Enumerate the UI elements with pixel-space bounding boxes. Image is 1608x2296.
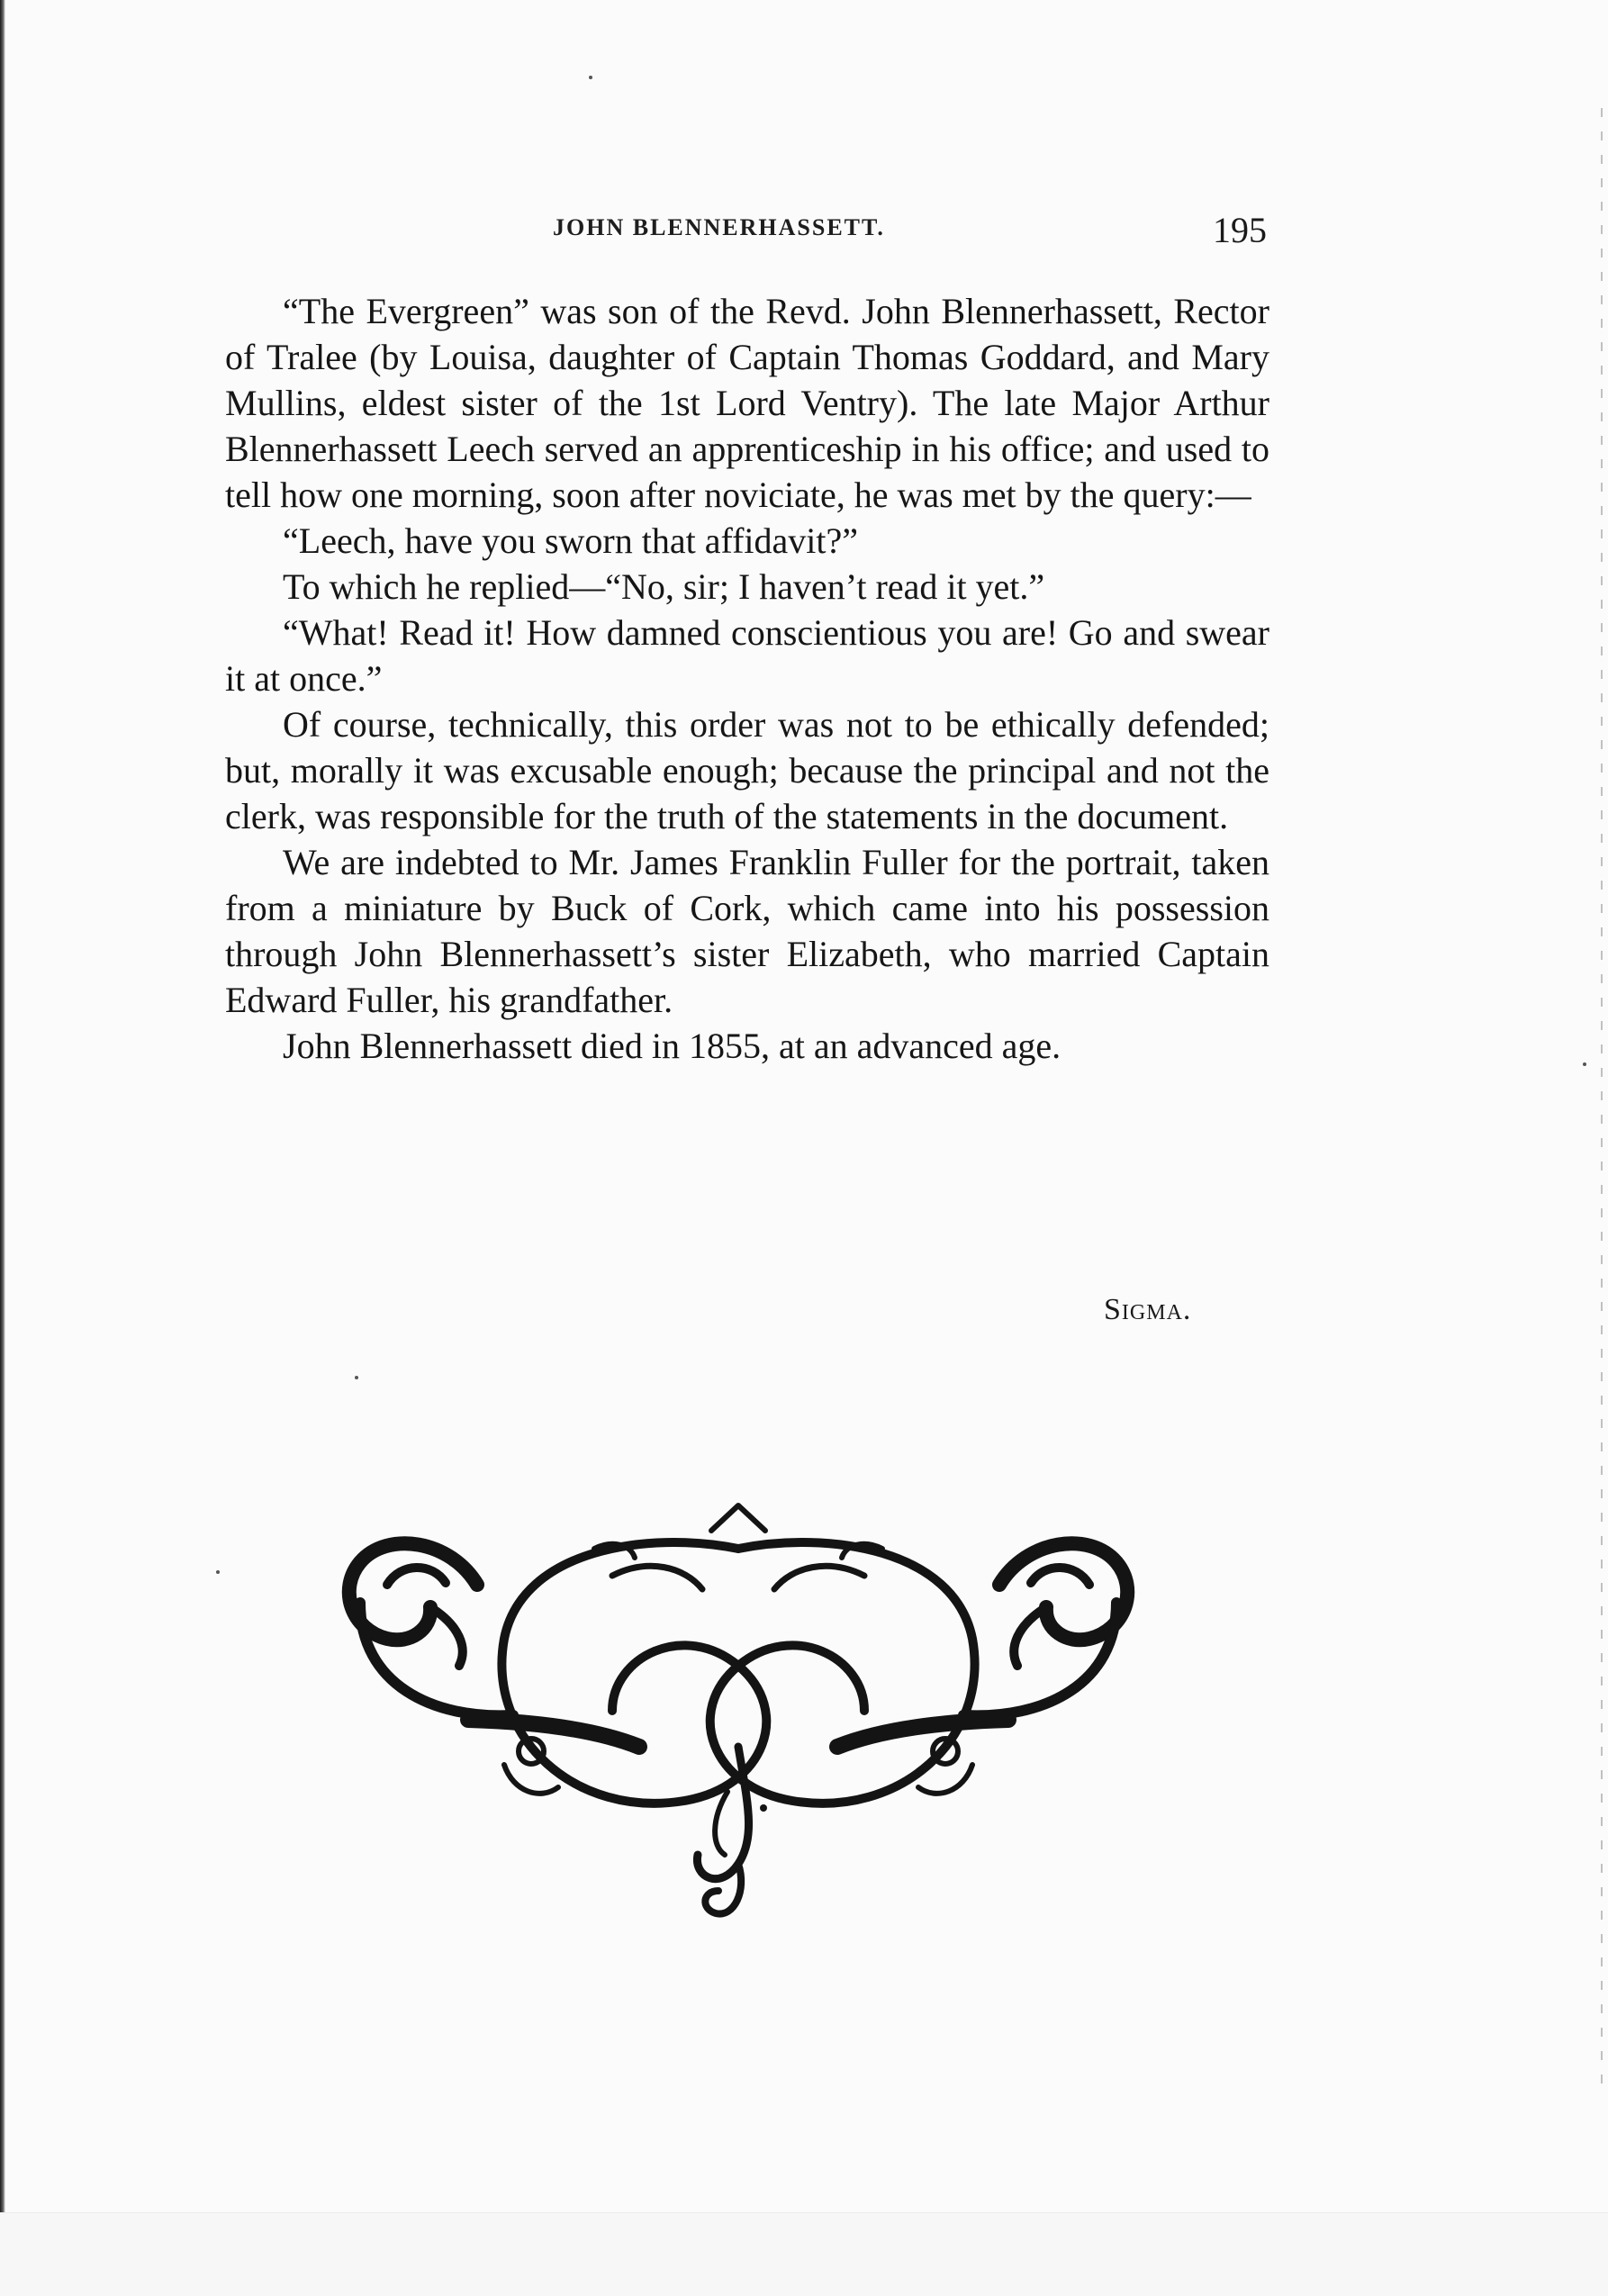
- flourish-ornament-icon: [324, 1477, 1152, 1945]
- paragraph: “The Evergreen” was son of the Revd. John Blennerhassett, Rector of Tralee (by Louisa, daughter of Captain Thomas Goddard, and Mary Mullins, eldest sister of the 1st Lord Ventry). The late Major Arthur Blennerhassett Leech served an apprenticeship in his office; and used to tell how one morning, soon after noviciate, he was met by the query:—: [225, 291, 1269, 515]
- body-text: [225, 288, 1269, 1069]
- paragraph: To which he replied—“No, sir; I haven’t read it yet.”: [283, 566, 1045, 607]
- paragraph: “Leech, have you sworn that affidavit?”: [283, 520, 858, 561]
- right-edge-shadow: [1601, 108, 1603, 2089]
- paper-speck: [589, 76, 592, 79]
- running-title: JOHN BLENNERHASSETT.: [553, 214, 885, 240]
- paragraph: John Blennerhassett died in 1855, at an advanced age.: [283, 1026, 1061, 1066]
- binding-edge: [0, 0, 5, 2296]
- scan-bottom-margin: [0, 2212, 1608, 2296]
- paragraph: Of course, technically, this order was not to be ethically defended; but, morally it was excusable enough; because the principal and not the clerk, was responsible for the truth of the statements in the document.: [225, 704, 1269, 836]
- signature: Sigma.: [1104, 1293, 1192, 1326]
- paper-speck: [1583, 1062, 1586, 1066]
- paragraph: We are indebted to Mr. James Franklin Fuller for the portrait, taken from a miniature by Buck of Cork, which came into his possession through John Blennerhassett’s sister Elizabeth, who married Captain Edward Fuller, his grandfather.: [225, 842, 1269, 1020]
- page-number: 195: [1213, 210, 1267, 250]
- paper-speck: [216, 1570, 220, 1574]
- paper-speck: [355, 1376, 358, 1379]
- paragraph: “What! Read it! How damned conscientious you are! Go and swear it at once.”: [225, 612, 1269, 699]
